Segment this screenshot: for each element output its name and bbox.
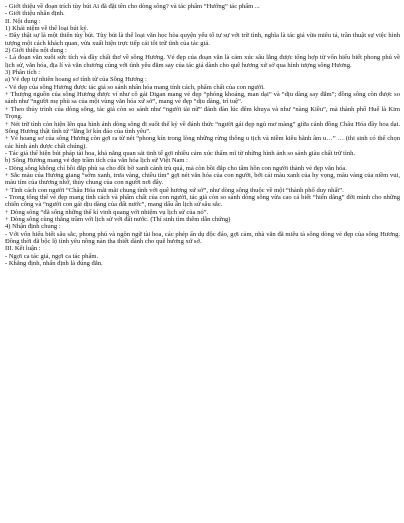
subheading-general-assessment: 4) Nhận định chung : — [5, 223, 61, 231]
paragraph-a-4: + Nét trữ tình còn hiện lên qua hình ảnh dòng sông đi suốt thế kỷ về đánh thức “người gái đẹp ngủ mơ màng” giữa cánh đồng Châu Hóa đầy hoa dại. Sông Hương thật tình tứ “lẳng lơ kín đáo của tình yêu”. — [5, 120, 400, 135]
paragraph-a-5: + Vẻ hoang sơ của sông Hương còn gợi ra từ nét “phong kín trong lòng những rừng thông u tịch và niềm kiêu hãnh âm u…” … (thi sinh có thể chọn các hình ảnh được chất chúng). — [5, 135, 400, 150]
paragraph-b-1: - Dòng sông không chỉ bồi đắp phù sa cho đôi bờ xanh cánh trù quả, mà còn bồi đắp cho tâm hồn con người thành vẻ đẹp văn hóa. — [5, 164, 347, 172]
conclusion-line-2: - Khẳng định, nhấn định là đúng đắn. — [5, 260, 103, 268]
subheading-content-intro: 2) Giới thiệu nội dung : — [5, 47, 67, 55]
subheading-genre: 1) Khái niệm về thể loại bút ký. — [5, 25, 89, 33]
paragraph-general-assessment: - Với vốn hiểu biết sâu sắc, phong phú và ngôn ngữ tài hoa, các phép ẩn dụ độc đáo, gợi cảm, nhà văn đã miêu tả sông dòng vẻ đẹp của sông Hương. Đồng thời đã bộc lộ tình yêu nồng nàn tha thiết dành cho quê hương xứ sở. — [5, 230, 400, 245]
paragraph-a-2: + Thượng nguồn của sông Hương được ví như cô gái Digan mang vẻ đẹp “phóng khoáng, man dại” và “dịu dàng say đắm”; đồng sông còn được so sánh như “người mẹ phù sa của một vùng văn hóa xứ sở”, mang vẻ đẹp “dịu dàng, trí tuệ”. — [5, 91, 400, 106]
paragraph-b-4: - Trong tổng thể vẻ đẹp mang tính cách và phẩm chất của con người, tác giả còn so sánh dòng sông vừa cao cả biết “hiến dâng” đời mình cho những chiến công và “người con gái dịu dàng của đất nước”, mang dấu ấn lịch sử sâu sắc. — [5, 193, 400, 209]
paragraph-a-1: - Vẻ đẹp của sông Hương được tác giả so sánh nhân hóa mang tính cách, phẩm chất của con người. — [5, 83, 265, 91]
intro-line-1: - Giới thiệu về đoạn trích tùy bút Ai đã đặt tên cho dòng sông? và tác phẩm “Hướng” tác phẩm ... — [5, 3, 260, 10]
intro-line-2: - Giới thiệu nhân định. — [5, 10, 65, 18]
paragraph-genre: - Đây thật sự là một thiên tùy bút. Tùy bút là thể loại văn học hòa quyện yếu tố tự sự với trữ tình, nghĩa là tác giả vừa miêu tả, trần thuật sự việc hình tượng một cách khách quan, vừa xuất hiện trực tiếp cái tôi trữ tình của tác giả. — [5, 32, 400, 47]
paragraph-b-2: + Sắc màu của Hương giang “sớm xanh, trưa vàng, chiều tím” gợi nét văn hóa của con người, bởi cái màu xanh của hy vọng, màu vàng của niềm vui, màu tím của thương nhớ, thủy chung của con người nơi đây. — [5, 171, 400, 187]
paragraph-content-intro: - Là đoạn văn xuôi sức tích và đầy chất thơ về sông Hương. Vẻ đẹp của đoạn văn là cảm xúc sâu lắng được tổng hợp từ vốn hiểu biết phong phú về lịch sử, văn hóa, địa lí và văn chương cùng với tình yêu đằm say của tác giả dành cho quê hương xứ sở qua hình tượng sông Hương. — [5, 54, 400, 69]
section-heading-content: II. Nội dung : — [5, 17, 41, 25]
analysis-part-a: a) Vẻ đẹp tự nhiên hoang sơ tính từ của Sông Hương : — [5, 76, 147, 84]
paragraph-b-3: + Tình cách con người “Châu Hóa mãi mãi chung tình với quê hương xứ sở”, như dòng sông thuộc về một “thành phố duy nhất”. — [5, 186, 344, 194]
paragraph-b-6: + Dòng sông cùng thăng trầm với lịch sử với đất nước. (Thí sinh tìm thêm dẫn chứng) — [5, 215, 231, 223]
document-page — [5, 3, 400, 267]
paragraph-a-3: + Theo thủy trình của dòng sông, tác giả còn so sánh như “người tài nữ” đánh đàn lúc đêm khuya và như “nàng Kiều”, mà thành phố Huế là Kim Trọng. — [5, 105, 400, 121]
section-heading-conclusion: III. Kết luận : — [5, 245, 41, 253]
subheading-analysis: 3) Phân tích : — [5, 69, 41, 77]
conclusion-line-1: - Ngợi ca tác giả, ngợi ca tác phẩm. — [5, 252, 99, 260]
analysis-part-b: b) Sông Hương mang vẻ đẹp trầm tích của văn hóa lịch sử Việt Nam : — [5, 157, 188, 165]
paragraph-b-5: + Dòng sông “đã sống những thế kỉ vinh quang với nhiệm vụ lịch sử của nó”. — [5, 208, 209, 216]
paragraph-a-6: - Tác giả thể hiện bút pháp tài hoa, khả năng quan sát tinh tế gợi nhiều cảm xúc thẩm mĩ từ những hình ảnh so sánh giàu chất trữ tình. — [5, 149, 355, 157]
